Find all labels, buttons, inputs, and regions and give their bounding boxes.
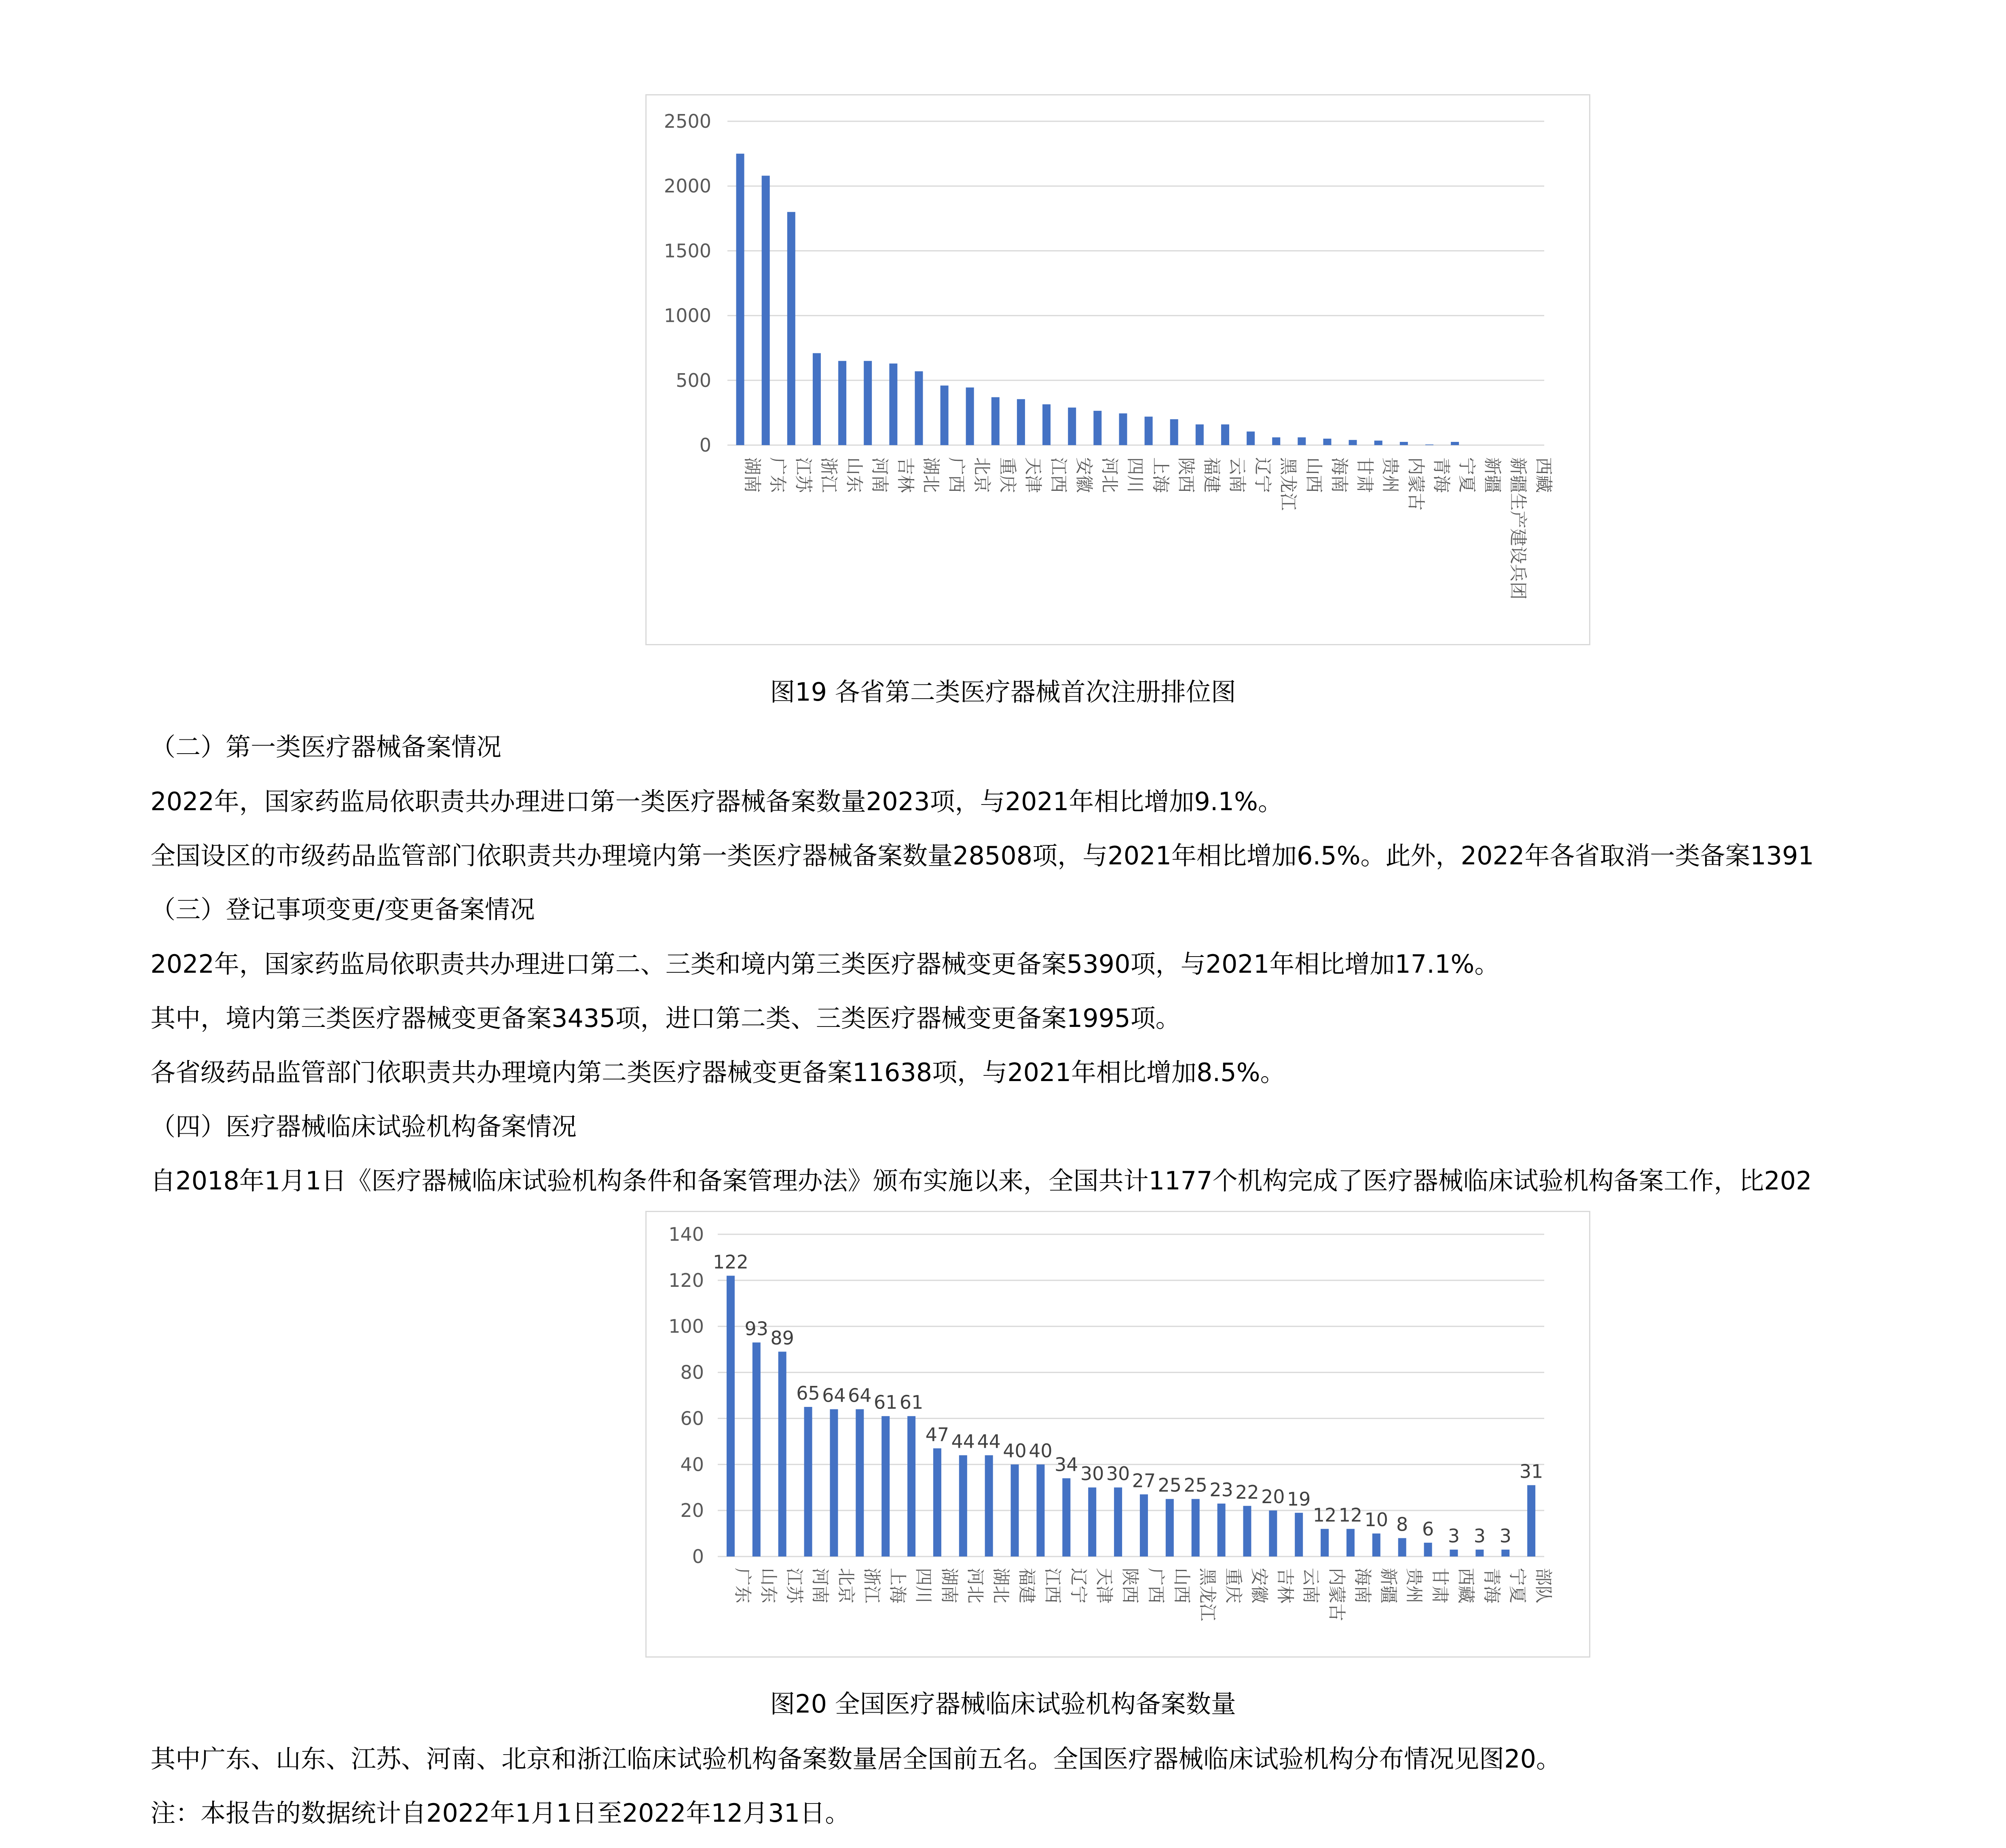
figure19-chart [645, 94, 1590, 645]
category-label: 安徽 [1249, 1568, 1270, 1603]
bar [1247, 431, 1255, 445]
data-label: 93 [744, 1318, 769, 1340]
data-label: 25 [1184, 1474, 1207, 1496]
data-label: 8 [1396, 1513, 1408, 1535]
figure20-caption: 图20 全国医疗器械临床试验机构备案数量 [770, 1689, 1236, 1719]
bar [985, 1455, 993, 1557]
bar [1145, 417, 1153, 445]
category-label: 吉林 [1275, 1568, 1296, 1603]
paragraph-clinical-trial: 自2018年1月1日《医疗器械临床试验机构条件和备案管理办法》颁布实施以来，全国共计1177个机构完成了医疗器械临床试验机构备案工作，比202 [150, 1166, 1812, 1195]
category-label: 湖北 [990, 1568, 1011, 1603]
bar [1017, 399, 1025, 445]
category-label: 福建 [1201, 457, 1222, 493]
data-label: 61 [899, 1391, 924, 1413]
data-label: 19 [1287, 1488, 1311, 1510]
bar [1323, 439, 1331, 445]
bar [1501, 1550, 1509, 1557]
bar [778, 1352, 786, 1557]
category-label: 部队 [1533, 1568, 1554, 1603]
paragraph-top-five: 其中广东、山东、江苏、河南、北京和浙江临床试验机构备案数量居全国前五名。全国医疗器械临床试验机构分布情况见图20。 [150, 1744, 1561, 1774]
bar [1068, 408, 1076, 445]
bar [1298, 437, 1306, 445]
category-label: 山东 [844, 457, 865, 493]
data-label: 3 [1499, 1525, 1511, 1547]
bar [1346, 1529, 1355, 1557]
category-label: 广东 [732, 1568, 753, 1603]
bar [1425, 444, 1433, 445]
paragraph-note: 注：本报告的数据统计自2022年1月1日至2022年12月31日。 [150, 1798, 850, 1828]
data-label: 122 [713, 1251, 748, 1273]
category-label: 黑龙江 [1278, 457, 1299, 511]
category-label: 北京 [971, 457, 992, 493]
bar [856, 1409, 864, 1557]
category-label: 广西 [1145, 1568, 1166, 1603]
bar [907, 1416, 915, 1557]
category-label: 四川 [913, 1568, 934, 1603]
data-label: 23 [1209, 1479, 1233, 1501]
y-tick-label: 1500 [664, 240, 711, 262]
category-label: 上海 [887, 1568, 908, 1603]
data-label: 40 [1003, 1440, 1027, 1462]
figure19-chart-svg [647, 95, 1589, 644]
data-label: 6 [1422, 1518, 1434, 1540]
y-tick-label: 80 [680, 1361, 704, 1383]
category-label: 河北 [964, 1568, 985, 1603]
category-label: 山西 [1171, 1568, 1192, 1603]
category-label: 云南 [1300, 1568, 1321, 1603]
category-label: 湖北 [920, 457, 941, 493]
category-label: 青海 [1481, 1568, 1502, 1603]
category-label: 新疆 [1378, 1568, 1399, 1603]
category-label: 辽宁 [1252, 457, 1273, 493]
data-label: 12 [1313, 1504, 1337, 1526]
figure20-chart-svg [647, 1212, 1589, 1656]
bar [1140, 1494, 1148, 1557]
bar [1093, 411, 1101, 445]
bar [838, 361, 846, 445]
category-label: 内蒙古 [1326, 1568, 1347, 1621]
category-label: 黑龙江 [1197, 1568, 1218, 1621]
category-label: 吉林 [895, 457, 916, 493]
y-tick-label: 2000 [664, 175, 711, 197]
category-label: 广西 [946, 457, 967, 493]
bar [1088, 1487, 1096, 1557]
category-label: 新疆生产建设兵团 [1507, 457, 1528, 600]
data-label: 44 [977, 1430, 1001, 1453]
figure20-chart [645, 1211, 1590, 1658]
bar [1424, 1543, 1432, 1557]
category-label: 西藏 [1533, 457, 1554, 493]
category-label: 重庆 [1223, 1568, 1244, 1603]
bar [933, 1448, 941, 1557]
y-tick-label: 0 [699, 434, 711, 456]
category-label: 江苏 [793, 457, 814, 493]
category-label: 上海 [1150, 457, 1171, 493]
bar [1042, 404, 1051, 445]
category-label: 河北 [1099, 457, 1120, 493]
figure19-caption: 图19 各省第二类医疗器械首次注册排位图 [770, 677, 1236, 707]
section-heading-change-filing: （三）登记事项变更/变更备案情况 [150, 895, 535, 924]
data-label: 3 [1473, 1525, 1486, 1547]
section-heading-clinical-trial: （四）医疗器械临床试验机构备案情况 [150, 1112, 577, 1141]
category-label: 河南 [869, 457, 890, 493]
category-label: 江苏 [784, 1568, 805, 1603]
bar [941, 386, 949, 445]
bar [889, 363, 897, 445]
category-label: 内蒙古 [1405, 457, 1426, 511]
bar [753, 1343, 761, 1557]
category-label: 福建 [1016, 1568, 1037, 1603]
category-label: 安徽 [1074, 457, 1095, 493]
category-label: 山东 [758, 1568, 779, 1603]
y-tick-label: 0 [692, 1546, 704, 1567]
bar [1372, 1533, 1380, 1557]
bar [1451, 442, 1459, 445]
bar [1400, 442, 1408, 445]
category-label: 辽宁 [1068, 1568, 1089, 1603]
category-label: 贵州 [1404, 1568, 1425, 1603]
paragraph-domestic-class1: 全国设区的市级药品监管部门依职责共办理境内第一类医疗器械备案数量28508项，与2021年相比增加6.5%。此外，2022年各省取消一类备案1391 [150, 841, 1814, 870]
category-label: 宁夏 [1507, 1568, 1528, 1603]
category-label: 四川 [1125, 457, 1146, 493]
data-label: 47 [925, 1423, 949, 1446]
data-label: 89 [770, 1327, 794, 1349]
bar [864, 361, 872, 445]
category-label: 湖南 [742, 457, 763, 493]
bar [1170, 419, 1178, 445]
y-tick-label: 140 [668, 1223, 704, 1245]
data-label: 10 [1364, 1509, 1389, 1531]
bar [1475, 1550, 1484, 1557]
bar [991, 397, 1000, 445]
paragraph-change-total: 2022年，国家药监局依职责共办理进口第二、三类和境内第三类医疗器械变更备案5390项，与2021年相比增加17.1%。 [150, 949, 1500, 979]
y-tick-label: 500 [676, 369, 711, 391]
y-tick-label: 1000 [664, 304, 711, 327]
category-label: 北京 [835, 1568, 856, 1603]
bar [959, 1455, 967, 1557]
bar [1196, 425, 1204, 445]
bar [1221, 425, 1229, 445]
paragraph-import-class1: 2022年，国家药监局依职责共办理进口第一类医疗器械备案数量2023项，与2021年相比增加9.1%。 [150, 787, 1283, 816]
bar [1062, 1478, 1070, 1557]
data-label: 64 [822, 1384, 846, 1407]
data-label: 27 [1132, 1470, 1156, 1492]
data-label: 44 [951, 1430, 975, 1453]
bar [915, 371, 923, 445]
bar [1114, 1487, 1122, 1557]
data-label: 34 [1055, 1453, 1078, 1476]
y-tick-label: 20 [680, 1500, 704, 1522]
category-label: 河南 [810, 1568, 831, 1603]
category-label: 浙江 [861, 1568, 882, 1603]
bar [736, 154, 744, 445]
category-label: 江西 [1042, 1568, 1063, 1603]
data-label: 40 [1029, 1440, 1053, 1462]
category-label: 海南 [1352, 1568, 1373, 1603]
category-label: 重庆 [997, 457, 1018, 493]
y-tick-label: 60 [680, 1407, 704, 1430]
category-label: 新疆 [1482, 457, 1503, 493]
category-label: 青海 [1431, 457, 1452, 493]
bar [1011, 1464, 1019, 1557]
y-tick-label: 100 [668, 1315, 704, 1337]
data-label: 3 [1448, 1525, 1460, 1547]
category-label: 甘肃 [1429, 1568, 1450, 1603]
bar [1295, 1513, 1303, 1557]
bar [804, 1407, 812, 1557]
y-tick-label: 40 [680, 1453, 704, 1476]
y-tick-label: 2500 [664, 110, 711, 132]
data-label: 31 [1519, 1460, 1543, 1483]
category-label: 湖南 [939, 1568, 960, 1603]
bar [1450, 1550, 1458, 1557]
category-label: 海南 [1329, 457, 1350, 493]
bar [727, 1276, 735, 1557]
data-label: 65 [796, 1382, 820, 1404]
bar [1192, 1499, 1200, 1557]
category-label: 陕西 [1175, 457, 1196, 493]
bar [1218, 1504, 1226, 1557]
data-label: 25 [1158, 1474, 1182, 1496]
category-label: 浙江 [818, 457, 839, 493]
category-label: 陕西 [1120, 1568, 1141, 1603]
data-label: 20 [1261, 1486, 1285, 1508]
category-label: 天津 [1094, 1568, 1115, 1603]
bar [1243, 1506, 1251, 1557]
data-label: 30 [1080, 1463, 1104, 1485]
bar [762, 176, 770, 445]
category-label: 甘肃 [1354, 457, 1375, 493]
bar [1272, 437, 1280, 445]
paragraph-change-provincial: 各省级药品监管部门依职责共办理境内第二类医疗器械变更备案11638项，与2021年相比增加8.5%。 [150, 1058, 1285, 1087]
section-heading-class1-filing: （二）第一类医疗器械备案情况 [150, 732, 502, 762]
category-label: 天津 [1022, 457, 1043, 493]
bar [830, 1409, 838, 1557]
category-label: 西藏 [1455, 1568, 1476, 1603]
category-label: 山西 [1303, 457, 1324, 493]
category-label: 广东 [767, 457, 788, 493]
category-label: 江西 [1048, 457, 1069, 493]
bar [1349, 440, 1357, 445]
bar [881, 1416, 890, 1557]
data-label: 22 [1235, 1481, 1259, 1503]
bar [1166, 1499, 1174, 1557]
bar [1527, 1485, 1535, 1557]
bar [813, 353, 821, 445]
data-label: 30 [1106, 1463, 1130, 1485]
bar [1321, 1529, 1329, 1557]
category-label: 贵州 [1380, 457, 1401, 493]
bar [787, 212, 795, 445]
data-label: 64 [848, 1384, 872, 1407]
paragraph-change-breakdown: 其中，境内第三类医疗器械变更备案3435项，进口第二类、三类医疗器械变更备案1995项。 [150, 1003, 1181, 1033]
bar [1036, 1464, 1044, 1557]
y-tick-label: 120 [668, 1269, 704, 1291]
bar [1119, 414, 1127, 445]
data-label: 12 [1338, 1504, 1363, 1526]
bar [1398, 1538, 1406, 1557]
data-label: 61 [873, 1391, 898, 1413]
category-label: 宁夏 [1456, 457, 1478, 493]
bar [1269, 1510, 1277, 1557]
bar [966, 387, 974, 445]
category-label: 云南 [1226, 457, 1247, 493]
bar [1374, 441, 1382, 445]
